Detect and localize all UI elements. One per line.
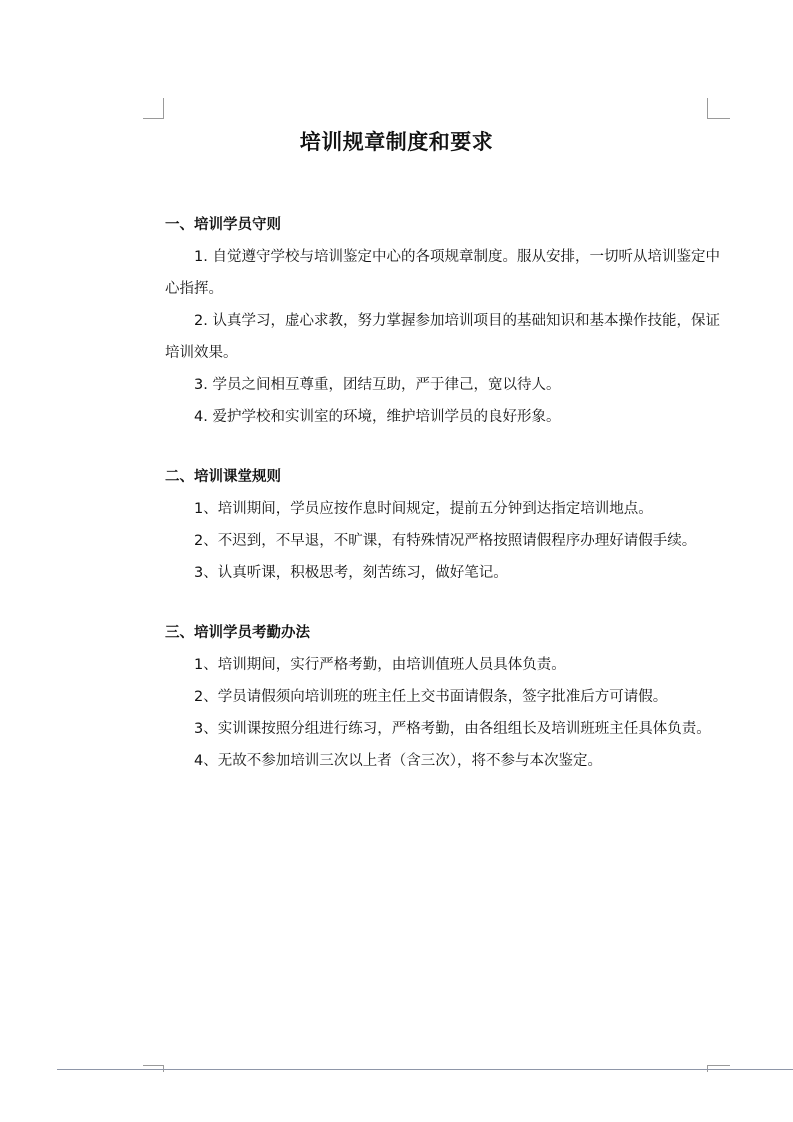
- page-boundary-line: [57, 1069, 793, 1070]
- list-item: 4、无故不参加培训三次以上者（含三次），将不参与本次鉴定。: [194, 753, 602, 769]
- section-heading: 二、培训课堂规则: [165, 469, 281, 485]
- crop-mark-top-right: [707, 98, 730, 119]
- list-item: 4. 爱护学校和实训室的环境，维护培训学员的良好形象。: [194, 409, 561, 425]
- crop-mark-top-left: [143, 98, 164, 119]
- section-heading: 三、培训学员考勤办法: [165, 625, 310, 641]
- list-item: 1. 自觉遵守学校与培训鉴定中心的各项规章制度。服从安排，一切听从培训鉴定中心指挥。: [165, 249, 720, 297]
- list-item: 2. 认真学习，虚心求教，努力掌握参加培训项目的基础知识和基本操作技能，保证培训效果。: [165, 313, 720, 361]
- list-item: 1、培训期间，学员应按作息时间规定，提前五分钟到达指定培训地点。: [194, 501, 653, 517]
- section-classroom-rules: [165, 461, 720, 589]
- list-item: 3、实训课按照分组进行练习，严格考勤，由各组组长及培训班班主任具体负责。: [194, 721, 711, 737]
- list-item: 3、认真听课，积极思考，刻苦练习，做好笔记。: [194, 565, 508, 581]
- section-attendance-rules: [165, 617, 720, 777]
- document-title: 培训规章制度和要求: [299, 130, 494, 154]
- list-item: 3. 学员之间相互尊重，团结互助，严于律己，宽以待人。: [194, 377, 561, 393]
- section-heading: 一、培训学员守则: [165, 217, 281, 233]
- list-item: 2、不迟到，不早退，不旷课，有特殊情况严格按照请假程序办理好请假手续。: [194, 533, 697, 549]
- list-item: 2、学员请假须向培训班的班主任上交书面请假条，签字批准后方可请假。: [194, 689, 668, 705]
- document-body: [165, 209, 720, 777]
- list-item: 1、培训期间，实行严格考勤，由培训值班人员具体负责。: [194, 657, 566, 673]
- section-trainee-code: [165, 209, 720, 433]
